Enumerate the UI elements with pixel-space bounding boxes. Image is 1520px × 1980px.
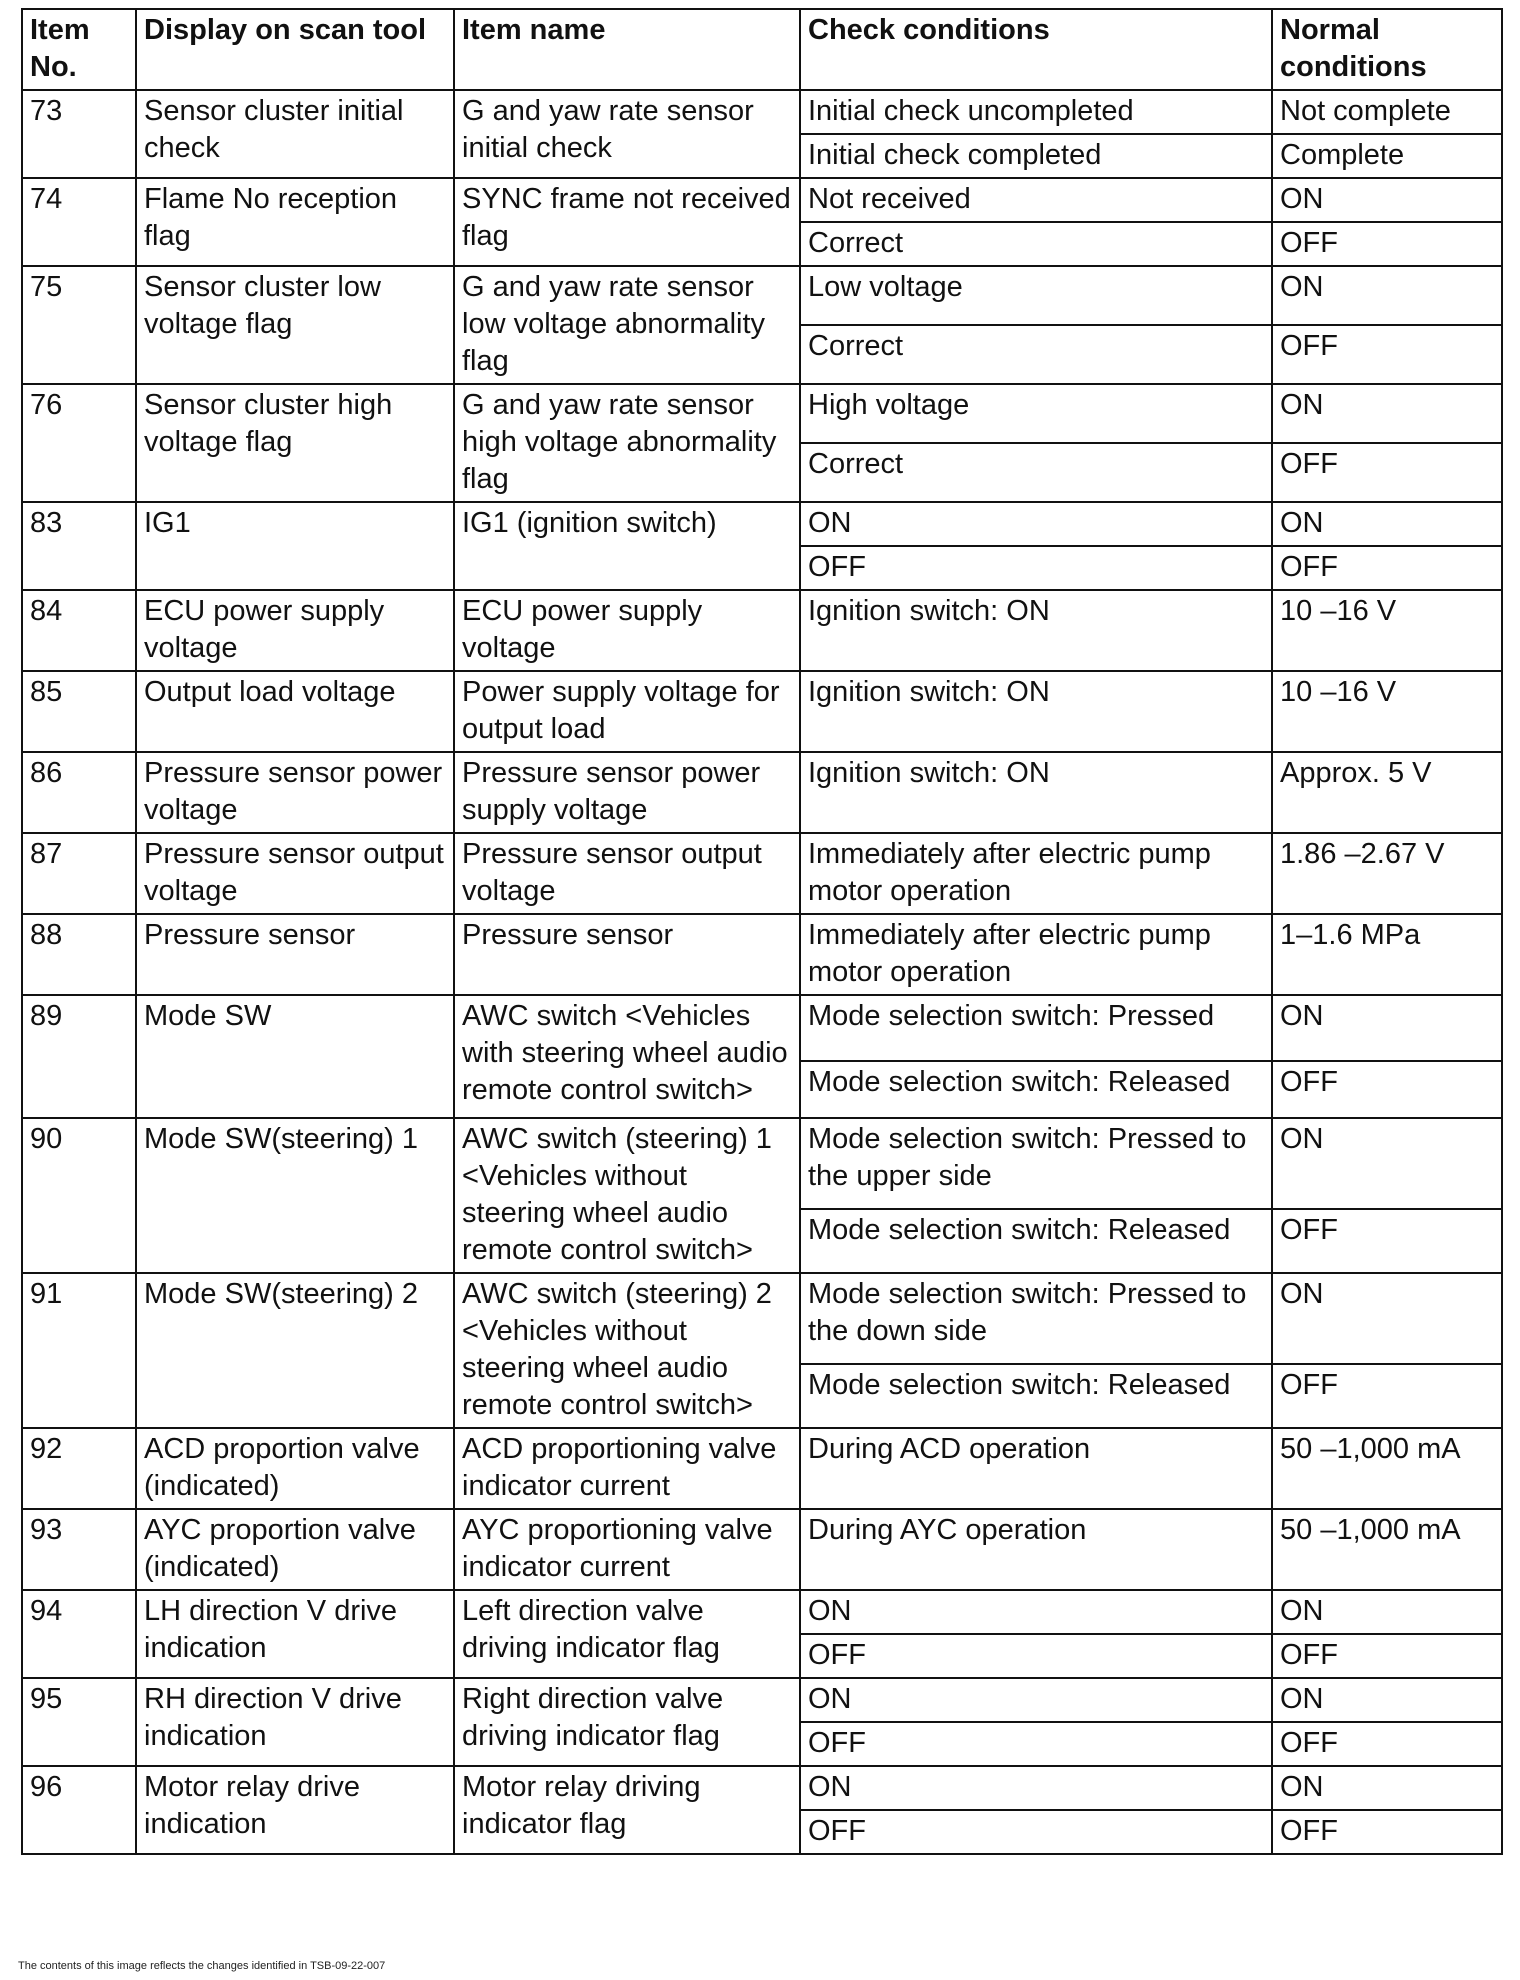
item-no-cell: 90 (22, 1118, 136, 1273)
item-name-cell: AWC switch (steering) 2 <Vehicles without steering wheel audio remote control switch> (454, 1273, 800, 1428)
normal-condition-cell: Approx. 5 V (1272, 752, 1502, 833)
check-condition-cell: During ACD operation (800, 1428, 1272, 1509)
check-condition-cell: Correct (800, 443, 1272, 502)
item-no-cell: 96 (22, 1766, 136, 1854)
item-no-cell: 95 (22, 1678, 136, 1766)
item-no-cell: 76 (22, 384, 136, 502)
header-check-conditions: Check conditions (800, 9, 1272, 90)
display-cell: Sensor cluster low voltage flag (136, 266, 454, 384)
table-row (22, 590, 1502, 671)
normal-condition-cell: ON (1272, 178, 1502, 222)
display-cell: Output load voltage (136, 671, 454, 752)
item-name-cell: Motor relay driving indicator flag (454, 1766, 800, 1854)
header-item-name: Item name (454, 9, 800, 90)
table-row (22, 266, 1502, 325)
check-condition-cell: Immediately after electric pump motor operation (800, 914, 1272, 995)
item-no-cell: 86 (22, 752, 136, 833)
check-condition-cell: Mode selection switch: Pressed to the down side (800, 1273, 1272, 1364)
check-condition-cell: OFF (800, 1722, 1272, 1766)
item-no-cell: 94 (22, 1590, 136, 1678)
normal-condition-cell: Complete (1272, 134, 1502, 178)
item-no-cell: 92 (22, 1428, 136, 1509)
item-no-cell: 84 (22, 590, 136, 671)
item-name-cell: AWC switch (steering) 1 <Vehicles without steering wheel audio remote control switch> (454, 1118, 800, 1273)
normal-condition-cell: ON (1272, 995, 1502, 1061)
table-row (22, 178, 1502, 222)
table-row (22, 1273, 1502, 1364)
check-condition-cell: Correct (800, 325, 1272, 384)
table-row (22, 90, 1502, 134)
check-condition-cell: Ignition switch: ON (800, 752, 1272, 833)
normal-condition-cell: OFF (1272, 222, 1502, 266)
item-no-cell: 88 (22, 914, 136, 995)
check-condition-cell: ON (800, 1590, 1272, 1634)
display-cell: Pressure sensor output voltage (136, 833, 454, 914)
check-condition-cell: ON (800, 1678, 1272, 1722)
footnote: The contents of this image reflects the changes identified in TSB-09-22-007 (18, 1960, 386, 1972)
normal-condition-cell: OFF (1272, 1061, 1502, 1118)
item-name-cell: ACD proportioning valve indicator current (454, 1428, 800, 1509)
display-cell: Pressure sensor (136, 914, 454, 995)
check-condition-cell: Mode selection switch: Released (800, 1209, 1272, 1273)
display-cell: IG1 (136, 502, 454, 590)
item-no-cell: 87 (22, 833, 136, 914)
item-name-cell: G and yaw rate sensor initial check (454, 90, 800, 178)
item-name-cell: ECU power supply voltage (454, 590, 800, 671)
header-item-no: Item No. (22, 9, 136, 90)
normal-condition-cell: Not complete (1272, 90, 1502, 134)
normal-condition-cell: ON (1272, 1590, 1502, 1634)
display-cell: Motor relay drive indication (136, 1766, 454, 1854)
display-cell: LH direction V drive indication (136, 1590, 454, 1678)
normal-condition-cell: ON (1272, 1118, 1502, 1209)
check-condition-cell: During AYC operation (800, 1509, 1272, 1590)
item-name-cell: IG1 (ignition switch) (454, 502, 800, 590)
normal-condition-cell: 1.86 –2.67 V (1272, 833, 1502, 914)
table-row (22, 502, 1502, 546)
item-name-cell: G and yaw rate sensor low voltage abnormality flag (454, 266, 800, 384)
normal-condition-cell: OFF (1272, 1810, 1502, 1854)
display-cell: ACD proportion valve (indicated) (136, 1428, 454, 1509)
item-name-cell: Pressure sensor output voltage (454, 833, 800, 914)
check-condition-cell: Not received (800, 178, 1272, 222)
item-no-cell: 85 (22, 671, 136, 752)
check-condition-cell: Mode selection switch: Pressed (800, 995, 1272, 1061)
table-row (22, 1509, 1502, 1590)
display-cell: Mode SW(steering) 1 (136, 1118, 454, 1273)
check-condition-cell: ON (800, 502, 1272, 546)
table-row (22, 1678, 1502, 1722)
display-cell: Sensor cluster high voltage flag (136, 384, 454, 502)
display-cell: Flame No reception flag (136, 178, 454, 266)
item-name-cell: Pressure sensor power supply voltage (454, 752, 800, 833)
check-condition-cell: Ignition switch: ON (800, 590, 1272, 671)
item-name-cell: Left direction valve driving indicator flag (454, 1590, 800, 1678)
item-no-cell: 89 (22, 995, 136, 1118)
normal-condition-cell: OFF (1272, 1209, 1502, 1273)
normal-condition-cell: OFF (1272, 325, 1502, 384)
normal-condition-cell: ON (1272, 384, 1502, 443)
header-normal-conditions: Normal conditions (1272, 9, 1502, 90)
check-condition-cell: Low voltage (800, 266, 1272, 325)
item-no-cell: 74 (22, 178, 136, 266)
normal-condition-cell: ON (1272, 1273, 1502, 1364)
display-cell: Mode SW (136, 995, 454, 1118)
check-condition-cell: Initial check completed (800, 134, 1272, 178)
table-row (22, 671, 1502, 752)
display-cell: RH direction V drive indication (136, 1678, 454, 1766)
item-name-cell: Power supply voltage for output load (454, 671, 800, 752)
item-no-cell: 93 (22, 1509, 136, 1590)
normal-condition-cell: ON (1272, 1678, 1502, 1722)
display-cell: ECU power supply voltage (136, 590, 454, 671)
table-row (22, 1428, 1502, 1509)
normal-condition-cell: OFF (1272, 1722, 1502, 1766)
check-condition-cell: OFF (800, 546, 1272, 590)
item-name-cell: G and yaw rate sensor high voltage abnormality flag (454, 384, 800, 502)
scan-tool-data-table (21, 8, 1503, 1855)
table-row (22, 384, 1502, 443)
table-row (22, 1118, 1502, 1209)
item-name-cell: AWC switch <Vehicles with steering wheel audio remote control switch> (454, 995, 800, 1118)
normal-condition-cell: 50 –1,000 mA (1272, 1509, 1502, 1590)
normal-condition-cell: 10 –16 V (1272, 590, 1502, 671)
check-condition-cell: High voltage (800, 384, 1272, 443)
table-row (22, 914, 1502, 995)
normal-condition-cell: ON (1272, 502, 1502, 546)
item-no-cell: 91 (22, 1273, 136, 1428)
normal-condition-cell: OFF (1272, 1364, 1502, 1428)
normal-condition-cell: ON (1272, 1766, 1502, 1810)
normal-condition-cell: 10 –16 V (1272, 671, 1502, 752)
normal-condition-cell: 1–1.6 MPa (1272, 914, 1502, 995)
check-condition-cell: ON (800, 1766, 1272, 1810)
table-row (22, 1766, 1502, 1810)
check-condition-cell: Mode selection switch: Released (800, 1364, 1272, 1428)
table-row (22, 995, 1502, 1061)
table-body (22, 90, 1502, 1854)
item-name-cell: Pressure sensor (454, 914, 800, 995)
check-condition-cell: Correct (800, 222, 1272, 266)
display-cell: Sensor cluster initial check (136, 90, 454, 178)
header-display: Display on scan tool (136, 9, 454, 90)
check-condition-cell: OFF (800, 1810, 1272, 1854)
normal-condition-cell: OFF (1272, 546, 1502, 590)
item-no-cell: 83 (22, 502, 136, 590)
table-header-row (22, 9, 1502, 90)
check-condition-cell: Ignition switch: ON (800, 671, 1272, 752)
check-condition-cell: Initial check uncompleted (800, 90, 1272, 134)
normal-condition-cell: ON (1272, 266, 1502, 325)
normal-condition-cell: OFF (1272, 443, 1502, 502)
item-no-cell: 73 (22, 90, 136, 178)
check-condition-cell: Mode selection switch: Released (800, 1061, 1272, 1118)
normal-condition-cell: OFF (1272, 1634, 1502, 1678)
table-row (22, 1590, 1502, 1634)
display-cell: Pressure sensor power voltage (136, 752, 454, 833)
item-name-cell: Right direction valve driving indicator flag (454, 1678, 800, 1766)
display-cell: AYC proportion valve (indicated) (136, 1509, 454, 1590)
display-cell: Mode SW(steering) 2 (136, 1273, 454, 1428)
normal-condition-cell: 50 –1,000 mA (1272, 1428, 1502, 1509)
check-condition-cell: Immediately after electric pump motor operation (800, 833, 1272, 914)
check-condition-cell: Mode selection switch: Pressed to the upper side (800, 1118, 1272, 1209)
table-row (22, 833, 1502, 914)
check-condition-cell: OFF (800, 1634, 1272, 1678)
item-no-cell: 75 (22, 266, 136, 384)
table-row (22, 752, 1502, 833)
item-name-cell: SYNC frame not received flag (454, 178, 800, 266)
item-name-cell: AYC proportioning valve indicator current (454, 1509, 800, 1590)
